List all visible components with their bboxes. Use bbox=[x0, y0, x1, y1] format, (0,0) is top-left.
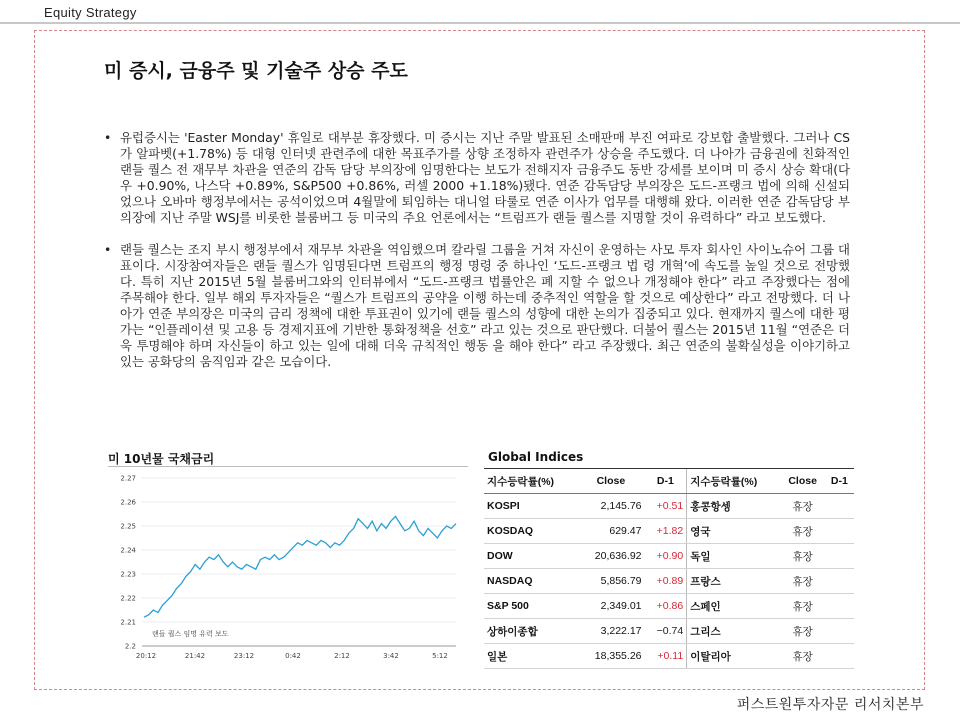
index-close: 2,349.01 bbox=[577, 594, 644, 619]
indices-title: Global Indices bbox=[488, 450, 584, 464]
index-change bbox=[825, 569, 854, 594]
table-row bbox=[484, 544, 854, 569]
top-bar bbox=[0, 0, 960, 28]
col-header: Close bbox=[781, 469, 825, 494]
index-name: DOW bbox=[484, 544, 577, 569]
table-row bbox=[484, 494, 854, 519]
index-close: 3,222.17 bbox=[577, 619, 644, 644]
index-name: 프랑스 bbox=[687, 569, 781, 594]
index-name: 일본 bbox=[484, 644, 577, 669]
index-change: +0.90 bbox=[645, 544, 687, 569]
chart-title: 미 10년물 국채금리 bbox=[108, 452, 215, 466]
index-close: 휴장 bbox=[781, 569, 825, 594]
x-tick-label: 23:12 bbox=[233, 652, 255, 660]
x-tick-label: 2:12 bbox=[334, 652, 350, 660]
index-change: +1.82 bbox=[645, 519, 687, 544]
x-tick-label: 5:12 bbox=[432, 652, 448, 660]
x-tick-label: 0:42 bbox=[285, 652, 301, 660]
table-row bbox=[484, 619, 854, 644]
y-tick-label: 2.2 bbox=[124, 642, 136, 651]
x-tick-label: 3:42 bbox=[383, 652, 399, 660]
global-indices bbox=[484, 446, 856, 668]
y-tick-label: 2.23 bbox=[120, 570, 136, 579]
index-close: 휴장 bbox=[781, 619, 825, 644]
index-change bbox=[825, 494, 854, 519]
y-tick-label: 2.27 bbox=[120, 474, 136, 483]
index-change: +0.11 bbox=[645, 644, 687, 669]
index-name: KOSPI bbox=[484, 494, 577, 519]
index-change bbox=[825, 594, 854, 619]
chart-annotation: 랜들 퀄스 임명 유력 보도 bbox=[152, 630, 229, 638]
index-change bbox=[825, 619, 854, 644]
col-header: Close bbox=[577, 469, 644, 494]
index-close: 629.47 bbox=[577, 519, 644, 544]
table-row bbox=[484, 569, 854, 594]
table-header-row bbox=[484, 469, 854, 494]
index-change: +0.86 bbox=[645, 594, 687, 619]
index-close: 5,856.79 bbox=[577, 569, 644, 594]
index-close: 20,636.92 bbox=[577, 544, 644, 569]
series-line bbox=[144, 516, 456, 617]
index-close: 휴장 bbox=[781, 594, 825, 619]
col-header: 지수등락률(%) bbox=[484, 469, 577, 494]
index-close: 18,355.26 bbox=[577, 644, 644, 669]
page-title: 미 증시, 금융주 및 기술주 상승 주도 bbox=[104, 60, 408, 82]
x-tick-label: 20:12 bbox=[135, 652, 157, 660]
index-change: −0.74 bbox=[645, 619, 687, 644]
treasury-chart bbox=[104, 446, 466, 668]
section-label: Equity Strategy bbox=[44, 5, 137, 20]
col-header: D-1 bbox=[645, 469, 687, 494]
index-name: 독일 bbox=[687, 544, 781, 569]
index-change bbox=[825, 519, 854, 544]
indices-table bbox=[484, 468, 854, 669]
y-tick-label: 2.26 bbox=[120, 498, 136, 507]
index-close: 2,145.76 bbox=[577, 494, 644, 519]
y-tick-label: 2.22 bbox=[120, 594, 136, 603]
index-change: +0.89 bbox=[645, 569, 687, 594]
table-row bbox=[484, 519, 854, 544]
index-name: 홍콩항셍 bbox=[687, 494, 781, 519]
y-tick-label: 2.25 bbox=[120, 522, 136, 531]
index-name: KOSDAQ bbox=[484, 519, 577, 544]
col-header: 지수등락률(%) bbox=[687, 469, 781, 494]
index-close: 휴장 bbox=[781, 644, 825, 669]
y-tick-label: 2.21 bbox=[120, 618, 136, 627]
col-header: D-1 bbox=[825, 469, 854, 494]
index-name: 스페인 bbox=[687, 594, 781, 619]
bullet-paragraph: • 랜들 퀄스는 조지 부시 행정부에서 재무부 차관을 역임했으며 칼라릴 그룹을 거쳐 자신이 운영하는 사모 투자 회사인 사이노슈어 그룹 대표이다. 시장참여자들은 랜들 퀄스가 임명된다면 트럼프의 행정 명령 중 하나인 ‘도드-프랭크 법 령 개혁’에 속도를 높일 것으로 전망했다. 특히 지난 2015년 5월 블룸버그와의 인터뷰에서 “도드-프랭크 법률안은 폐 지할 수 없으나 개정해야 한다” 라고 주장했다는 점에 주목해야 한다. 일부 해외 투자자들은 “퀄스가 트럼프의 공약을 이행 하는데 중추적인 역할을 할 것으로 예상한다” 라고 전망했다. 더 나아가 연준 부의장은 미국의 금리 정책에 대한 투표권이 있기에 랜들 퀄스의 성향에 대한 논의가 집중되고 있다. 현재까지 퀄스에 대한 평가는 “인플레이션 및 고용 등 경제지표에 기반한 통화정책을 선호” 라고 있는 것으로 판단했다. 더불어 퀄스는 2015년 11월 “연준은 더욱 투명해야 하며 자신들이 하고 있는 일에 대해 더욱 규칙적인 행동 을 해야 한다” 라고 주장했다. 최근 연준의 불확실성을 이야기하고 있는 공화당의 움직임과 같은 모습이다. bbox=[104, 242, 850, 370]
y-tick-label: 2.24 bbox=[120, 546, 136, 555]
chart-plot bbox=[104, 446, 466, 668]
index-name: 영국 bbox=[687, 519, 781, 544]
top-rule bbox=[0, 22, 960, 24]
index-close: 휴장 bbox=[781, 544, 825, 569]
bullet-paragraph: • 유럽증시는 'Easter Monday' 휴일로 대부분 휴장했다. 미 증시는 지난 주말 발표된 소매판매 부진 여파로 강보합 출발했다. 그러나 CS가 알파벳(+1.78%) 등 대형 인터넷 관련주에 대한 목표주가를 상향 조정하자 관련주가 상승을 주도했다. 더 나아가 금융권에 친화적인 랜들 퀄스 전 재무부 차관을 연준의 감독 담당 부의장에 임명한다는 보도가 전해지자 금융주도 동반 강세를 보이며 미 증시 상승 확대(다우 +0.90%, 나스닥 +0.89%, S&P500 +0.86%, 러셀 2000 +1.18%)됐다. 연준 감독담당 부의장은 도드-프랭크 법에 의해 신설되었으나 오바마 행정부에서는 공석이었으며 4월말에 퇴임하는 대니얼 타룰로 연준 이사가 업무를 대행해 왔다. 이러한 연준 감독담당 부의장에 지난 주말 WSJ를 비롯한 블룸버그 등 미국의 주요 언론에서는 “트럼프가 랜들 퀄스를 지명할 것이 유력하다” 라고 보도했다. bbox=[104, 130, 850, 226]
index-name: 이탈리아 bbox=[687, 644, 781, 669]
index-name: 그리스 bbox=[687, 619, 781, 644]
table-row bbox=[484, 594, 854, 619]
index-change bbox=[825, 544, 854, 569]
index-close: 휴장 bbox=[781, 494, 825, 519]
index-name: NASDAQ bbox=[484, 569, 577, 594]
index-change: +0.51 bbox=[645, 494, 687, 519]
index-close: 휴장 bbox=[781, 519, 825, 544]
table-row bbox=[484, 644, 854, 669]
x-tick-label: 21:42 bbox=[184, 652, 206, 660]
bullet-list bbox=[104, 130, 850, 386]
index-name: 상하이종합 bbox=[484, 619, 577, 644]
footer-credit: 퍼스트원투자자문 리서치본부 bbox=[736, 697, 924, 713]
index-name: S&P 500 bbox=[484, 594, 577, 619]
index-change bbox=[825, 644, 854, 669]
